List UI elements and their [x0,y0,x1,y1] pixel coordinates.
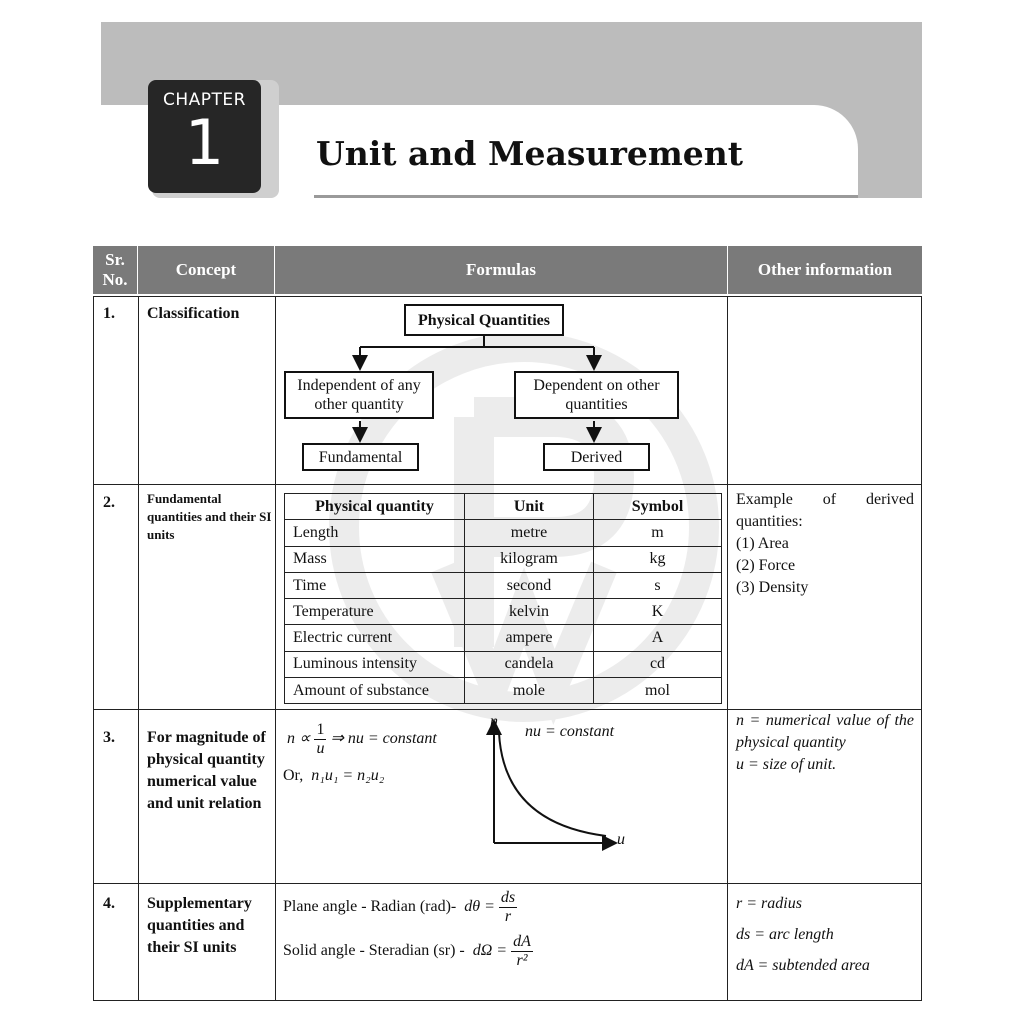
chapter-badge [148,80,261,193]
si-cell: mol [594,678,722,704]
si-cell: cd [594,651,722,677]
chapter-label: CHAPTER [163,90,246,110]
formula-suffix: ⇒ nu = constant [330,730,437,748]
row3-formula-or [283,767,384,785]
si-cell: K [594,599,722,625]
si-cell: Amount of substance [285,678,465,704]
solid-angle-numerator: dA [513,933,531,950]
row4-concept: Supplementary quantities and their SI units [147,895,252,956]
si-cell: m [594,520,722,546]
row4-other-da: dA = subtended area [736,957,870,974]
si-cell: kg [594,546,722,572]
row2-concept: Fundamental quantities and their SI units [147,491,272,542]
si-units-table [284,493,722,704]
si-cell: kelvin [465,599,594,625]
si-cell: second [465,572,594,598]
si-cell: Length [285,520,465,546]
si-cell: Temperature [285,599,465,625]
row3-other-u: u = size of unit. [736,756,837,773]
header-other-information: Other information [757,260,893,279]
formula-prefix: n ∝ [287,730,311,748]
plane-angle-numerator: ds [500,889,516,906]
table-header [93,246,922,294]
table-row [285,520,722,546]
flow-dependent: Dependent on other quantities [514,371,679,419]
row4-plane-angle [283,889,517,926]
flow-independent: Independent of any other quantity [284,371,434,419]
chapter-number: 1 [184,106,225,179]
table-row [285,599,722,625]
si-cell: mole [465,678,594,704]
si-header-quantity: Physical quantity [285,494,465,520]
header-concept: Concept [138,246,275,294]
row2-other-item-1: (1) Area [736,535,789,552]
row4-other-r: r = radius [736,895,802,912]
formula-denominator: u [316,740,325,757]
graph-x-label: u [617,831,625,848]
si-header-unit: Unit [465,494,594,520]
graph-y-label: n [490,713,498,730]
row3-formula-proportional [287,721,437,758]
or-label: Or, [283,767,304,784]
table-row [285,651,722,677]
row3-sr: 3. [103,729,115,746]
flow-physical-quantities: Physical Quantities [404,304,564,336]
header-sr-no: Sr. No. [93,246,138,294]
table-row [285,678,722,704]
si-cell: s [594,572,722,598]
si-cell: ampere [465,625,594,651]
row2-other-item-3: (3) Density [736,579,809,596]
si-cell: A [594,625,722,651]
equation-n1u1: n₁u₁ = n₂u₂ [311,767,385,784]
table-row [285,546,722,572]
row2-other-item-2: (2) Force [736,557,796,574]
table-body [93,296,922,1001]
row2-sr: 2. [103,494,115,511]
row2-other-intro: Example of derived quantities: [736,491,914,530]
solid-angle-denominator: r² [516,952,528,969]
row1-concept: Classification [147,305,240,322]
si-cell: kilogram [465,546,594,572]
si-header-symbol: Symbol [594,494,722,520]
row3-concept: For magnitude of physical quantity numerical value and unit relation [147,729,266,812]
row4-sr: 4. [103,895,115,912]
si-cell: Time [285,572,465,598]
plane-angle-lhs: dθ = [464,898,495,916]
flow-fundamental: Fundamental [302,443,419,471]
formula-numerator: 1 [316,721,325,738]
flow-derived: Derived [543,443,650,471]
plane-angle-label: Plane angle - Radian (rad)- [283,898,457,916]
row4-solid-angle [283,933,533,970]
si-cell: Electric current [285,625,465,651]
si-cell: Mass [285,546,465,572]
chapter-title: Unit and Measurement [316,134,743,173]
solid-angle-label: Solid angle - Steradian (sr) - [283,942,465,960]
si-cell: Luminous intensity [285,651,465,677]
table-row [285,625,722,651]
si-cell: metre [465,520,594,546]
header-formulas: Formulas [275,246,728,294]
graph-curve-label: nu = constant [525,723,615,740]
row3-other-n: n = numerical value of the physical quantity [736,712,914,751]
si-cell: candela [465,651,594,677]
graph-curve [499,733,606,836]
plane-angle-denominator: r [504,908,512,925]
row4-other-ds: ds = arc length [736,926,834,943]
solid-angle-lhs: dΩ = [472,942,508,960]
table-row [285,572,722,598]
row1-sr: 1. [103,305,115,322]
title-underline [314,195,858,198]
